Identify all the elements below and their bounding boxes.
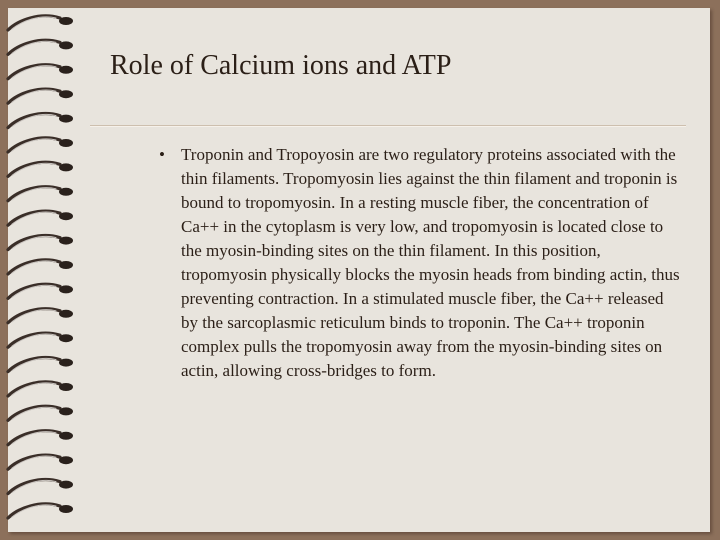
spiral-hole — [59, 285, 73, 293]
spiral-hole — [59, 212, 73, 220]
slide-title: Role of Calcium ions and ATP — [110, 50, 452, 81]
spiral-hole — [59, 334, 73, 342]
bullet-text: Troponin and Tropoyosin are two regulatory proteins associated with the thin filaments. Tropomyosin lies against the thin filament and troponin is bound to tropomyosin. In a resting muscle fiber, the concentration of Ca++ in the cytoplasm is very low, and tropomyosin is located close to the myosin-binding sites on the thin filament. In this position, tropomyosin physically blocks the myosin heads from binding actin, thus preventing contraction. In a stimulated muscle fiber, the Ca++ released by the sarcoplasmic reticulum binds to troponin. The Ca++ troponin complex pulls the tropomyosin away from the myosin-binding sites on actin, allowing cross-bridges to form. — [181, 145, 680, 380]
title-divider — [90, 125, 686, 127]
spiral-hole — [59, 115, 73, 123]
spiral-hole — [59, 163, 73, 171]
spiral-hole — [59, 407, 73, 415]
spiral-hole — [59, 17, 73, 25]
spiral-rings — [8, 16, 73, 518]
spiral-hole — [59, 188, 73, 196]
spiral-hole — [59, 481, 73, 489]
spiral-hole — [59, 359, 73, 367]
spiral-hole — [59, 456, 73, 464]
spiral-hole — [59, 505, 73, 513]
spiral-hole — [59, 383, 73, 391]
spiral-hole — [59, 310, 73, 318]
spiral-hole — [59, 432, 73, 440]
bullet-marker: • — [159, 145, 165, 164]
spiral-hole — [59, 237, 73, 245]
bullet-list — [159, 143, 684, 383]
spiral-hole — [59, 261, 73, 269]
bullet-item — [159, 143, 684, 383]
spiral-hole — [59, 90, 73, 98]
spiral-binding — [0, 8, 90, 532]
spiral-hole — [59, 139, 73, 147]
spiral-hole — [59, 66, 73, 74]
spiral-hole — [59, 41, 73, 49]
